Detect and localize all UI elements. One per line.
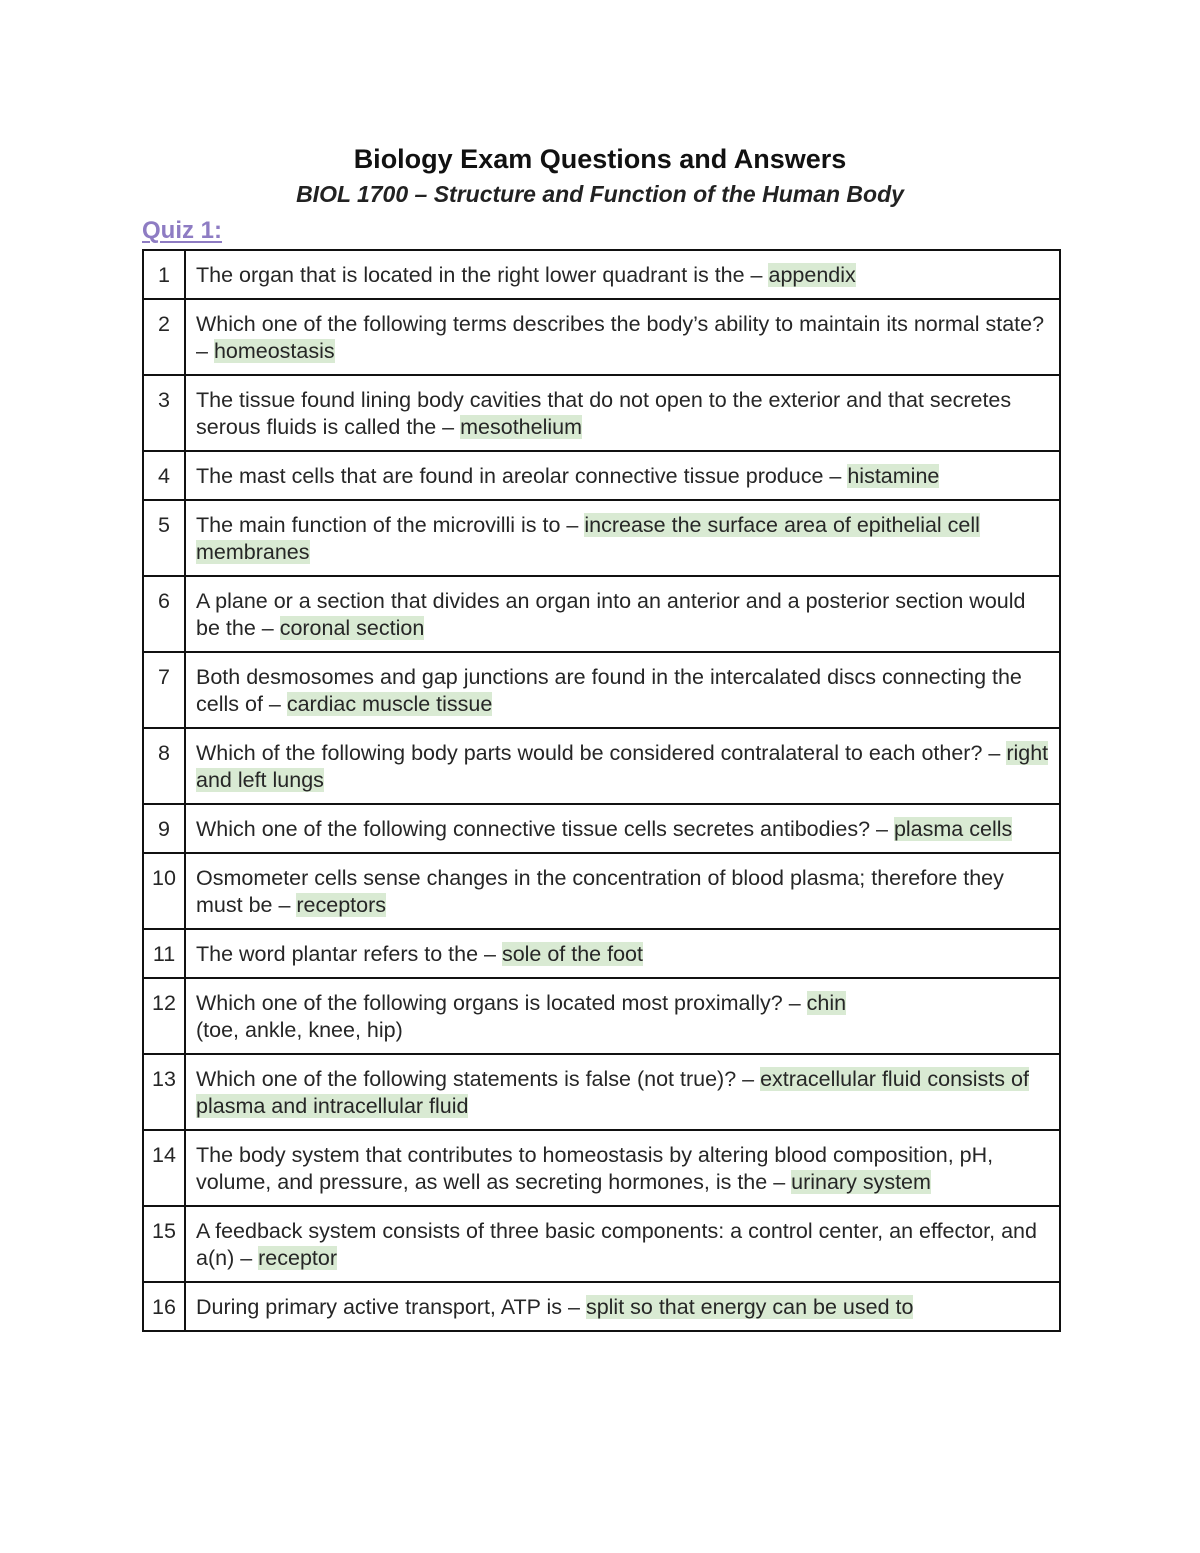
table-row xyxy=(143,1282,1060,1331)
answer-highlight: receptor xyxy=(258,1246,338,1270)
question-cell xyxy=(185,804,1060,853)
question-prompt: During primary active transport, ATP is – xyxy=(196,1295,586,1319)
question-cell xyxy=(185,1130,1060,1206)
answer-highlight: homeostasis xyxy=(213,339,335,363)
question-prompt: Which of the following body parts would be considered contralateral to each other? – xyxy=(196,741,1007,765)
table-row xyxy=(143,652,1060,728)
section-heading: Quiz 1: xyxy=(142,217,223,244)
question-cell xyxy=(185,853,1060,929)
table-row xyxy=(143,451,1060,500)
answer-highlight: coronal section xyxy=(279,616,425,640)
question-cell xyxy=(185,500,1060,576)
question-number: 14 xyxy=(143,1130,185,1206)
answer-highlight: histamine xyxy=(847,464,940,488)
question-cell xyxy=(185,299,1060,375)
table-row xyxy=(143,250,1060,299)
question-prompt: Which one of the following statements is false (not true)? – xyxy=(196,1067,761,1091)
question-cell xyxy=(185,1282,1060,1331)
question-number: 9 xyxy=(143,804,185,853)
question-cell xyxy=(185,250,1060,299)
question-prompt: Which one of the following connective tissue cells secretes antibodies? – xyxy=(196,817,894,841)
table-row xyxy=(143,576,1060,652)
question-prompt: A plane or a section that divides an organ into an anterior and a posterior section would be the – xyxy=(196,589,1026,640)
question-number: 1 xyxy=(143,250,185,299)
question-options: (toe, ankle, knee, hip) xyxy=(196,1018,403,1042)
question-number: 7 xyxy=(143,652,185,728)
question-prompt: The organ that is located in the right lower quadrant is the – xyxy=(196,263,769,287)
table-row xyxy=(143,500,1060,576)
question-number: 8 xyxy=(143,728,185,804)
table-row xyxy=(143,1054,1060,1130)
answer-highlight: split so that energy can be used to xyxy=(585,1295,914,1319)
question-cell xyxy=(185,652,1060,728)
question-number: 13 xyxy=(143,1054,185,1130)
question-prompt: The main function of the microvilli is to – xyxy=(196,513,585,537)
answer-highlight: extracellular fluid consists of plasma and intracellular fluid xyxy=(196,1067,1029,1118)
answer-highlight: plasma cells xyxy=(893,817,1013,841)
question-number: 15 xyxy=(143,1206,185,1282)
question-cell xyxy=(185,1206,1060,1282)
table-row xyxy=(143,804,1060,853)
question-number: 4 xyxy=(143,451,185,500)
question-prompt: The tissue found lining body cavities that do not open to the exterior and that secretes serous fluids is called the – xyxy=(196,388,1012,439)
answer-highlight: cardiac muscle tissue xyxy=(286,692,493,716)
question-number: 11 xyxy=(143,929,185,978)
question-prompt: Which one of the following terms describes the body’s ability to maintain its normal state? – xyxy=(196,312,1045,363)
document-title: Biology Exam Questions and Answers xyxy=(353,144,847,174)
question-prompt: The body system that contributes to homeostasis by altering blood composition, pH, volume, and pressure, as well as secreting hormones, is the – xyxy=(196,1143,994,1194)
question-cell xyxy=(185,375,1060,451)
question-cell xyxy=(185,576,1060,652)
question-cell xyxy=(185,1054,1060,1130)
question-cell xyxy=(185,929,1060,978)
question-number: 5 xyxy=(143,500,185,576)
question-prompt: Osmometer cells sense changes in the concentration of blood plasma; therefore they must be – xyxy=(196,866,1004,917)
question-prompt: Which one of the following organs is located most proximally? – xyxy=(196,991,807,1015)
question-prompt: The word plantar refers to the – xyxy=(196,942,502,966)
quiz-table-body xyxy=(143,250,1060,1331)
answer-highlight: urinary system xyxy=(791,1170,931,1194)
table-row xyxy=(143,728,1060,804)
question-number: 3 xyxy=(143,375,185,451)
question-number: 12 xyxy=(143,978,185,1054)
table-row xyxy=(143,375,1060,451)
answer-highlight: increase the surface area of epithelial cell membranes xyxy=(196,513,980,564)
answer-highlight: right and left lungs xyxy=(196,741,1049,792)
question-number: 6 xyxy=(143,576,185,652)
question-number: 10 xyxy=(143,853,185,929)
table-row xyxy=(143,853,1060,929)
question-number: 2 xyxy=(143,299,185,375)
question-number: 16 xyxy=(143,1282,185,1331)
question-prompt: Both desmosomes and gap junctions are found in the intercalated discs connecting the cells of – xyxy=(196,665,1022,716)
answer-highlight: receptors xyxy=(296,893,387,917)
document-subtitle: BIOL 1700 – Structure and Function of the Human Body xyxy=(296,181,904,207)
answer-highlight: mesothelium xyxy=(460,415,583,439)
table-row xyxy=(143,299,1060,375)
question-prompt: A feedback system consists of three basic components: a control center, an effector, and a(n) – xyxy=(196,1219,1037,1270)
answer-highlight: appendix xyxy=(768,263,856,287)
question-cell xyxy=(185,978,1060,1054)
table-row xyxy=(143,1206,1060,1282)
question-prompt: The mast cells that are found in areolar connective tissue produce – xyxy=(196,464,848,488)
table-row xyxy=(143,1130,1060,1206)
answer-highlight: sole of the foot xyxy=(501,942,643,966)
table-row xyxy=(143,978,1060,1054)
quiz-table xyxy=(142,249,1061,1332)
table-row xyxy=(143,929,1060,978)
question-cell xyxy=(185,451,1060,500)
question-cell xyxy=(185,728,1060,804)
answer-highlight: chin xyxy=(806,991,847,1015)
